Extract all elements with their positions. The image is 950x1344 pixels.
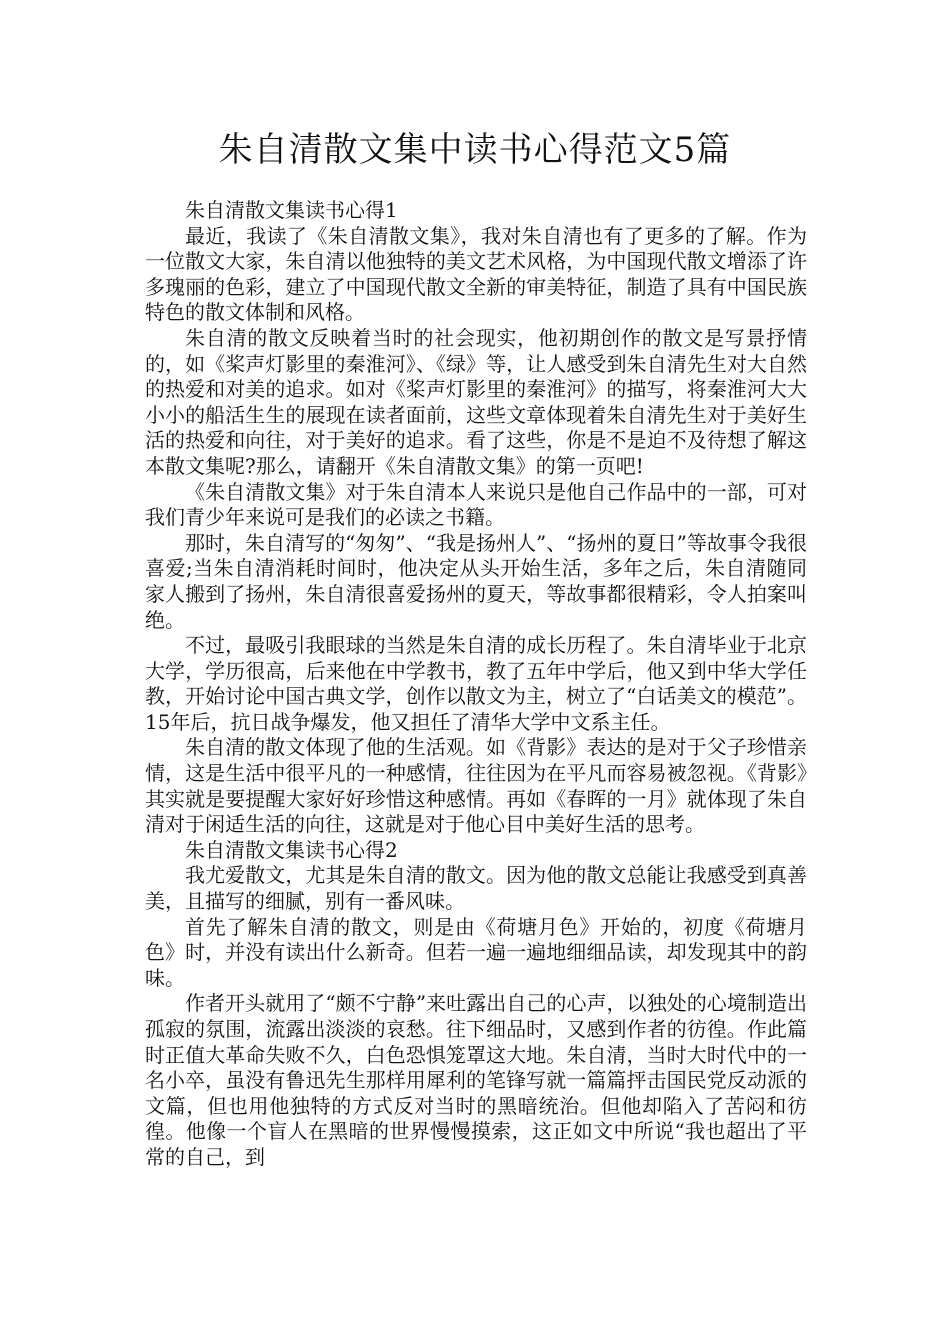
paragraph: 不过，最吸引我眼球的当然是朱自清的成长历程了。朱自清毕业于北京大学，学历很高，后来他在中学教书，教了五年中学后，他又到中华大学任教，开始讨论中国古典文学，创作以散文为主，树立了“白话美文的模范”。15年后，抗日战争爆发，他又担任了清华大学中文系主任。 <box>145 633 807 734</box>
paragraph: 朱自清的散文体现了他的生活观。如《背影》表达的是对于父子珍惜亲情，这是生活中很平凡的一种感情，往往因为在平凡而容易被忽视。《背影》其实就是要提醒大家好好珍惜这种感情。再如《春晖的一月》就体现了朱自清对于闲适生活的向往，这就是对于他心目中美好生活的思考。 <box>145 735 807 837</box>
paragraph: 朱自清的散文反映着当时的社会现实，他初期创作的散文是写景抒情的，如《桨声灯影里的秦淮河》、《绿》等，让人感受到朱自清先生对大自然的热爱和对美的追求。如对《桨声灯影里的秦淮河》的描写，将秦淮河大大小小的船活生生的展现在读者面前，这些文章体现着朱自清先生对于美好生活的热爱和向往，对于美好的追求。看了这些，你是不是迫不及待想了解这本散文集呢?那么，请翻开《朱自清散文集》的第一页吧! <box>145 325 807 478</box>
document-title: 朱自清散文集中读书心得范文5篇 <box>218 130 732 170</box>
document-body <box>145 198 807 1171</box>
paragraph: 我尤爱散文，尤其是朱自清的散文。因为他的散文总能让我感受到真善美，且描写的细腻，别有一番风味。 <box>145 863 807 914</box>
paragraph: 最近，我读了《朱自清散文集》，我对朱自清也有了更多的了解。作为一位散文大家，朱自清以他独特的美文艺术风格，为中国现代散文增添了许多瑰丽的色彩，建立了中国现代散文全新的审美特征，制造了具有中国民族特色的散文体制和风格。 <box>145 223 807 325</box>
paragraph: 《朱自清散文集》对于朱自清本人来说只是他自己作品中的一部，可对我们青少年来说可是我们的必读之书籍。 <box>145 479 807 530</box>
paragraph: 作者开头就用了“颇不宁静”来吐露出自己的心声，以独处的心境制造出孤寂的氛围，流露出淡淡的哀愁。往下细品时，又感到作者的彷徨。作此篇时正值大革命失败不久，白色恐惧笼罩这大地。朱自清，当时大时代中的一名小卒，虽没有鲁迅先生那样用犀利的笔锋写就一篇篇抨击国民党反动派的文篇，但也用他独特的方式反对当时的黑暗统治。但他却陷入了苦闷和彷徨。他像一个盲人在黑暗的世界慢慢摸索，这正如文中所说“我也超出了平常的自己，到 <box>145 991 807 1169</box>
section-heading: 朱自清散文集读书心得2 <box>185 837 398 862</box>
section-heading: 朱自清散文集读书心得1 <box>185 198 398 222</box>
paragraph: 那时，朱自清写的“匆匆”、“我是扬州人”、“扬州的夏日”等故事令我很喜爱;当朱自清消耗时间时，他决定从头开始生活，多年之后，朱自清随同家人搬到了扬州，朱自清很喜爱扬州的夏天，等故事都很精彩，令人拍案叫绝。 <box>145 530 807 632</box>
paragraph: 首先了解朱自清的散文，则是由《荷塘月色》开始的，初度《荷塘月色》时，并没有读出什么新奇。但若一遍一遍地细细品读，却发现其中的韵味。 <box>145 914 807 990</box>
